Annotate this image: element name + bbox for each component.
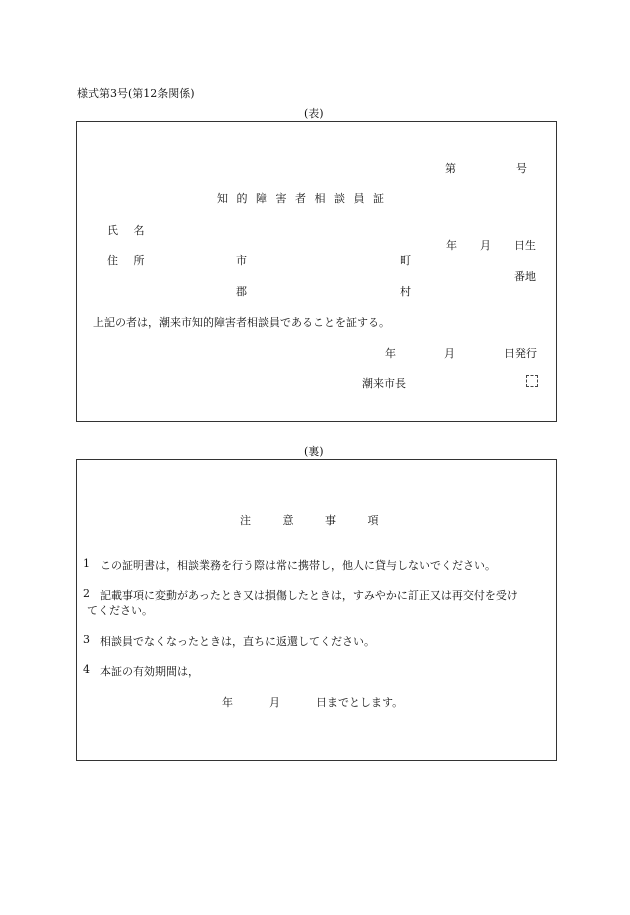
- valid-year: 年: [222, 696, 233, 709]
- issue-year: 年: [385, 347, 396, 360]
- mayor-label: 潮来市長: [362, 377, 406, 390]
- village-label: 村: [400, 285, 411, 298]
- valid-month: 月: [269, 696, 280, 709]
- address-label: 住 所: [107, 254, 145, 267]
- front-card: [76, 121, 557, 422]
- form-label: 様式第3号(第12条関係): [77, 87, 195, 100]
- item-text: この証明書は，相談業務を行う際は常に携帯し，他人に貸与しないでください。: [100, 559, 496, 572]
- valid-day: 日までとします。: [316, 696, 404, 709]
- birth-day: 日生: [514, 239, 536, 252]
- birth-month: 月: [480, 239, 491, 252]
- city-label: 市: [236, 254, 247, 267]
- card-title: 知 的 障 害 者 相 談 員 証: [217, 192, 384, 205]
- item-text: 相談員でなくなったときは，直ちに返還してください。: [100, 635, 375, 648]
- issue-month: 月: [444, 347, 455, 360]
- number-suffix: 号: [516, 162, 527, 175]
- item-number: 1: [83, 557, 90, 570]
- county-label: 郡: [236, 285, 247, 298]
- front-side-label: (表): [304, 107, 324, 120]
- banchi-label: 番地: [514, 270, 536, 283]
- name-label: 氏 名: [107, 224, 145, 237]
- item-number: 4: [83, 663, 90, 676]
- statement: 上記の者は，潮来市知的障害者相談員であることを証する。: [93, 316, 390, 329]
- issue-day: 日発行: [504, 347, 537, 360]
- town-label: 町: [400, 254, 411, 267]
- item-number: 2: [83, 587, 90, 600]
- item-text: 記載事項に変動があったとき又は損傷したときは，すみやかに訂正又は再交付を受け: [100, 589, 518, 602]
- item-text: 本証の有効期間は，: [100, 665, 199, 678]
- seal-box: [526, 375, 538, 387]
- item-number: 3: [83, 633, 90, 646]
- back-side-label: (裏): [304, 445, 324, 458]
- birth-year: 年: [446, 239, 457, 252]
- item-text-continuation: てください。: [87, 604, 153, 617]
- notes-title: 注 意 事 項: [240, 514, 379, 527]
- number-prefix: 第: [445, 162, 456, 175]
